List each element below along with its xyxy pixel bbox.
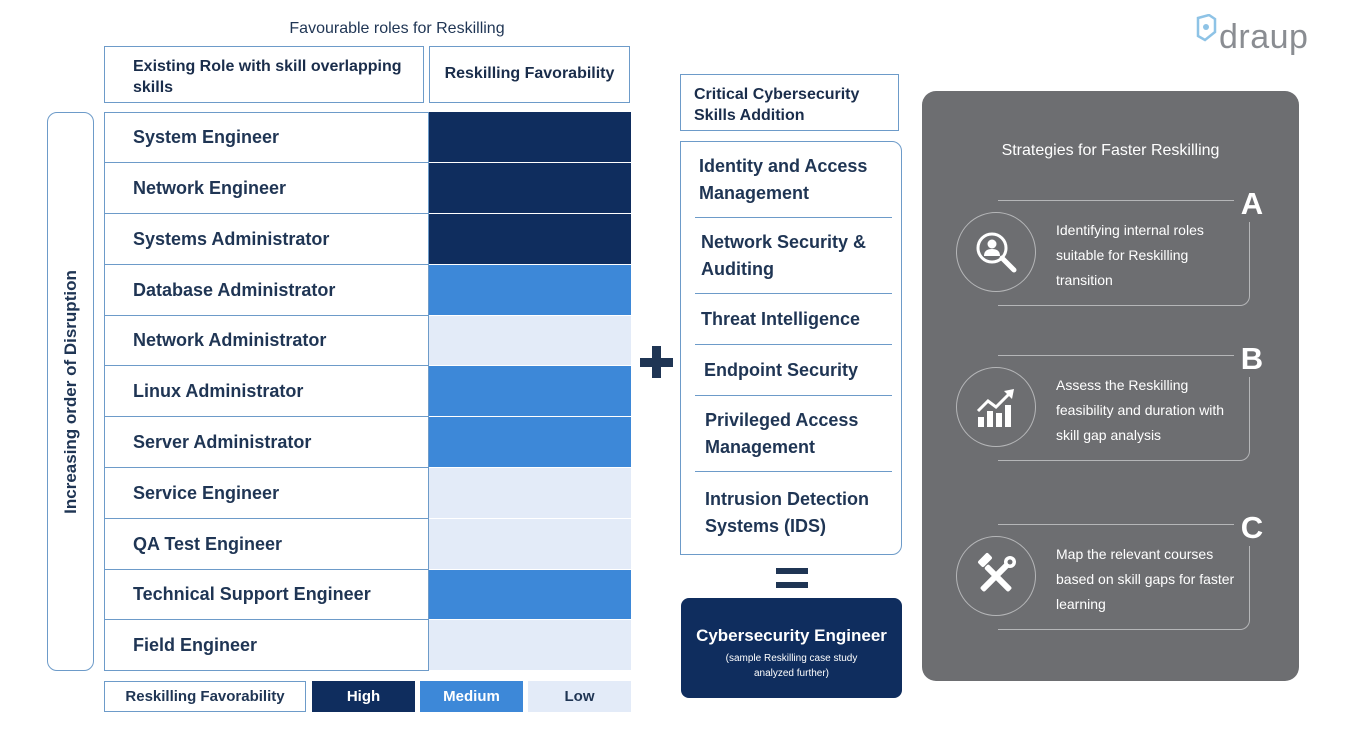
favorability-cell <box>429 163 631 214</box>
equals-icon <box>776 566 808 590</box>
favorability-cell <box>429 468 631 519</box>
draup-logo <box>1195 14 1325 60</box>
role-row <box>104 620 631 671</box>
skills-list <box>680 141 902 555</box>
skills-header: Critical Cybersecurity Skills Addition <box>680 74 899 131</box>
favorability-cell <box>429 316 631 366</box>
disruption-bracket <box>47 112 94 671</box>
favorability-cell <box>429 417 631 468</box>
role-row <box>104 265 631 316</box>
role-name: Database Administrator <box>104 265 429 316</box>
logo-text: draup <box>1219 18 1309 56</box>
favorability-cell <box>429 214 631 265</box>
strategy-text: Assess the Reskilling feasibility and duration with skill gap analysis <box>1056 377 1225 443</box>
search-user-icon <box>956 212 1036 292</box>
draup-logo-icon <box>1195 14 1217 44</box>
tools-icon <box>956 536 1036 616</box>
result-box <box>681 598 902 698</box>
skill-item: Intrusion Detection Systems (IDS) <box>705 489 870 536</box>
role-name: Technical Support Engineer <box>104 570 429 620</box>
role-row <box>104 570 631 620</box>
role-name: Linux Administrator <box>104 366 429 417</box>
favorability-cell <box>429 620 631 671</box>
legend-low: Low <box>528 681 631 712</box>
chart-title: Favourable roles for Reskilling <box>289 20 505 37</box>
role-row <box>104 163 631 214</box>
role-row <box>104 468 631 519</box>
existing-role-header: Existing Role with skill overlapping skills <box>104 46 424 103</box>
favorability-cell <box>429 265 631 316</box>
result-title: Cybersecurity Engineer <box>696 626 887 645</box>
strategy-item <box>922 341 1299 467</box>
role-name: QA Test Engineer <box>104 519 429 570</box>
legend-high: High <box>312 681 415 712</box>
favorability-cell <box>429 366 631 417</box>
favorability-legend <box>104 681 631 712</box>
role-row <box>104 519 631 570</box>
strategy-letter: A <box>1234 186 1270 222</box>
favorability-header: Reskilling Favorability <box>429 46 630 103</box>
role-row <box>104 214 631 265</box>
skill-item: Endpoint Security <box>695 345 892 396</box>
strategy-item <box>922 186 1299 312</box>
strategy-text: Map the relevant courses based on skill gaps for faster learning <box>1056 546 1235 612</box>
role-row <box>104 366 631 417</box>
plus-icon <box>636 342 678 384</box>
role-name: Systems Administrator <box>104 214 429 265</box>
role-name: Field Engineer <box>104 620 429 671</box>
role-row <box>104 417 631 468</box>
disruption-label: Increasing order of Disruption <box>60 269 80 514</box>
strategies-panel <box>922 91 1299 681</box>
skill-item: Threat Intelligence <box>695 294 892 345</box>
skill-item: Network Security & Auditing <box>695 218 892 294</box>
favorability-cell <box>429 112 631 163</box>
strategies-title: Strategies for Faster Reskilling <box>1001 142 1220 159</box>
skill-item: Privileged Access Management <box>695 396 892 472</box>
role-row <box>104 112 631 163</box>
favorability-cell <box>429 519 631 570</box>
role-name: Server Administrator <box>104 417 429 468</box>
favorability-cell <box>429 570 631 620</box>
strategy-letter: C <box>1234 510 1270 546</box>
role-row <box>104 316 631 366</box>
roles-table <box>104 112 631 671</box>
result-note: (sample Reskilling case study analyzed further) <box>725 653 858 679</box>
role-name: Network Engineer <box>104 163 429 214</box>
role-name: Network Administrator <box>104 316 429 366</box>
strategy-text: Identifying internal roles suitable for Reskilling transition <box>1056 222 1204 288</box>
strategy-item <box>922 510 1299 636</box>
role-name: Service Engineer <box>104 468 429 519</box>
growth-chart-icon <box>956 367 1036 447</box>
skill-item: Identity and Access Management <box>695 142 892 218</box>
legend-medium: Medium <box>420 681 523 712</box>
role-name: System Engineer <box>104 112 429 163</box>
legend-label: Reskilling Favorability <box>104 681 306 712</box>
strategy-letter: B <box>1234 341 1270 377</box>
